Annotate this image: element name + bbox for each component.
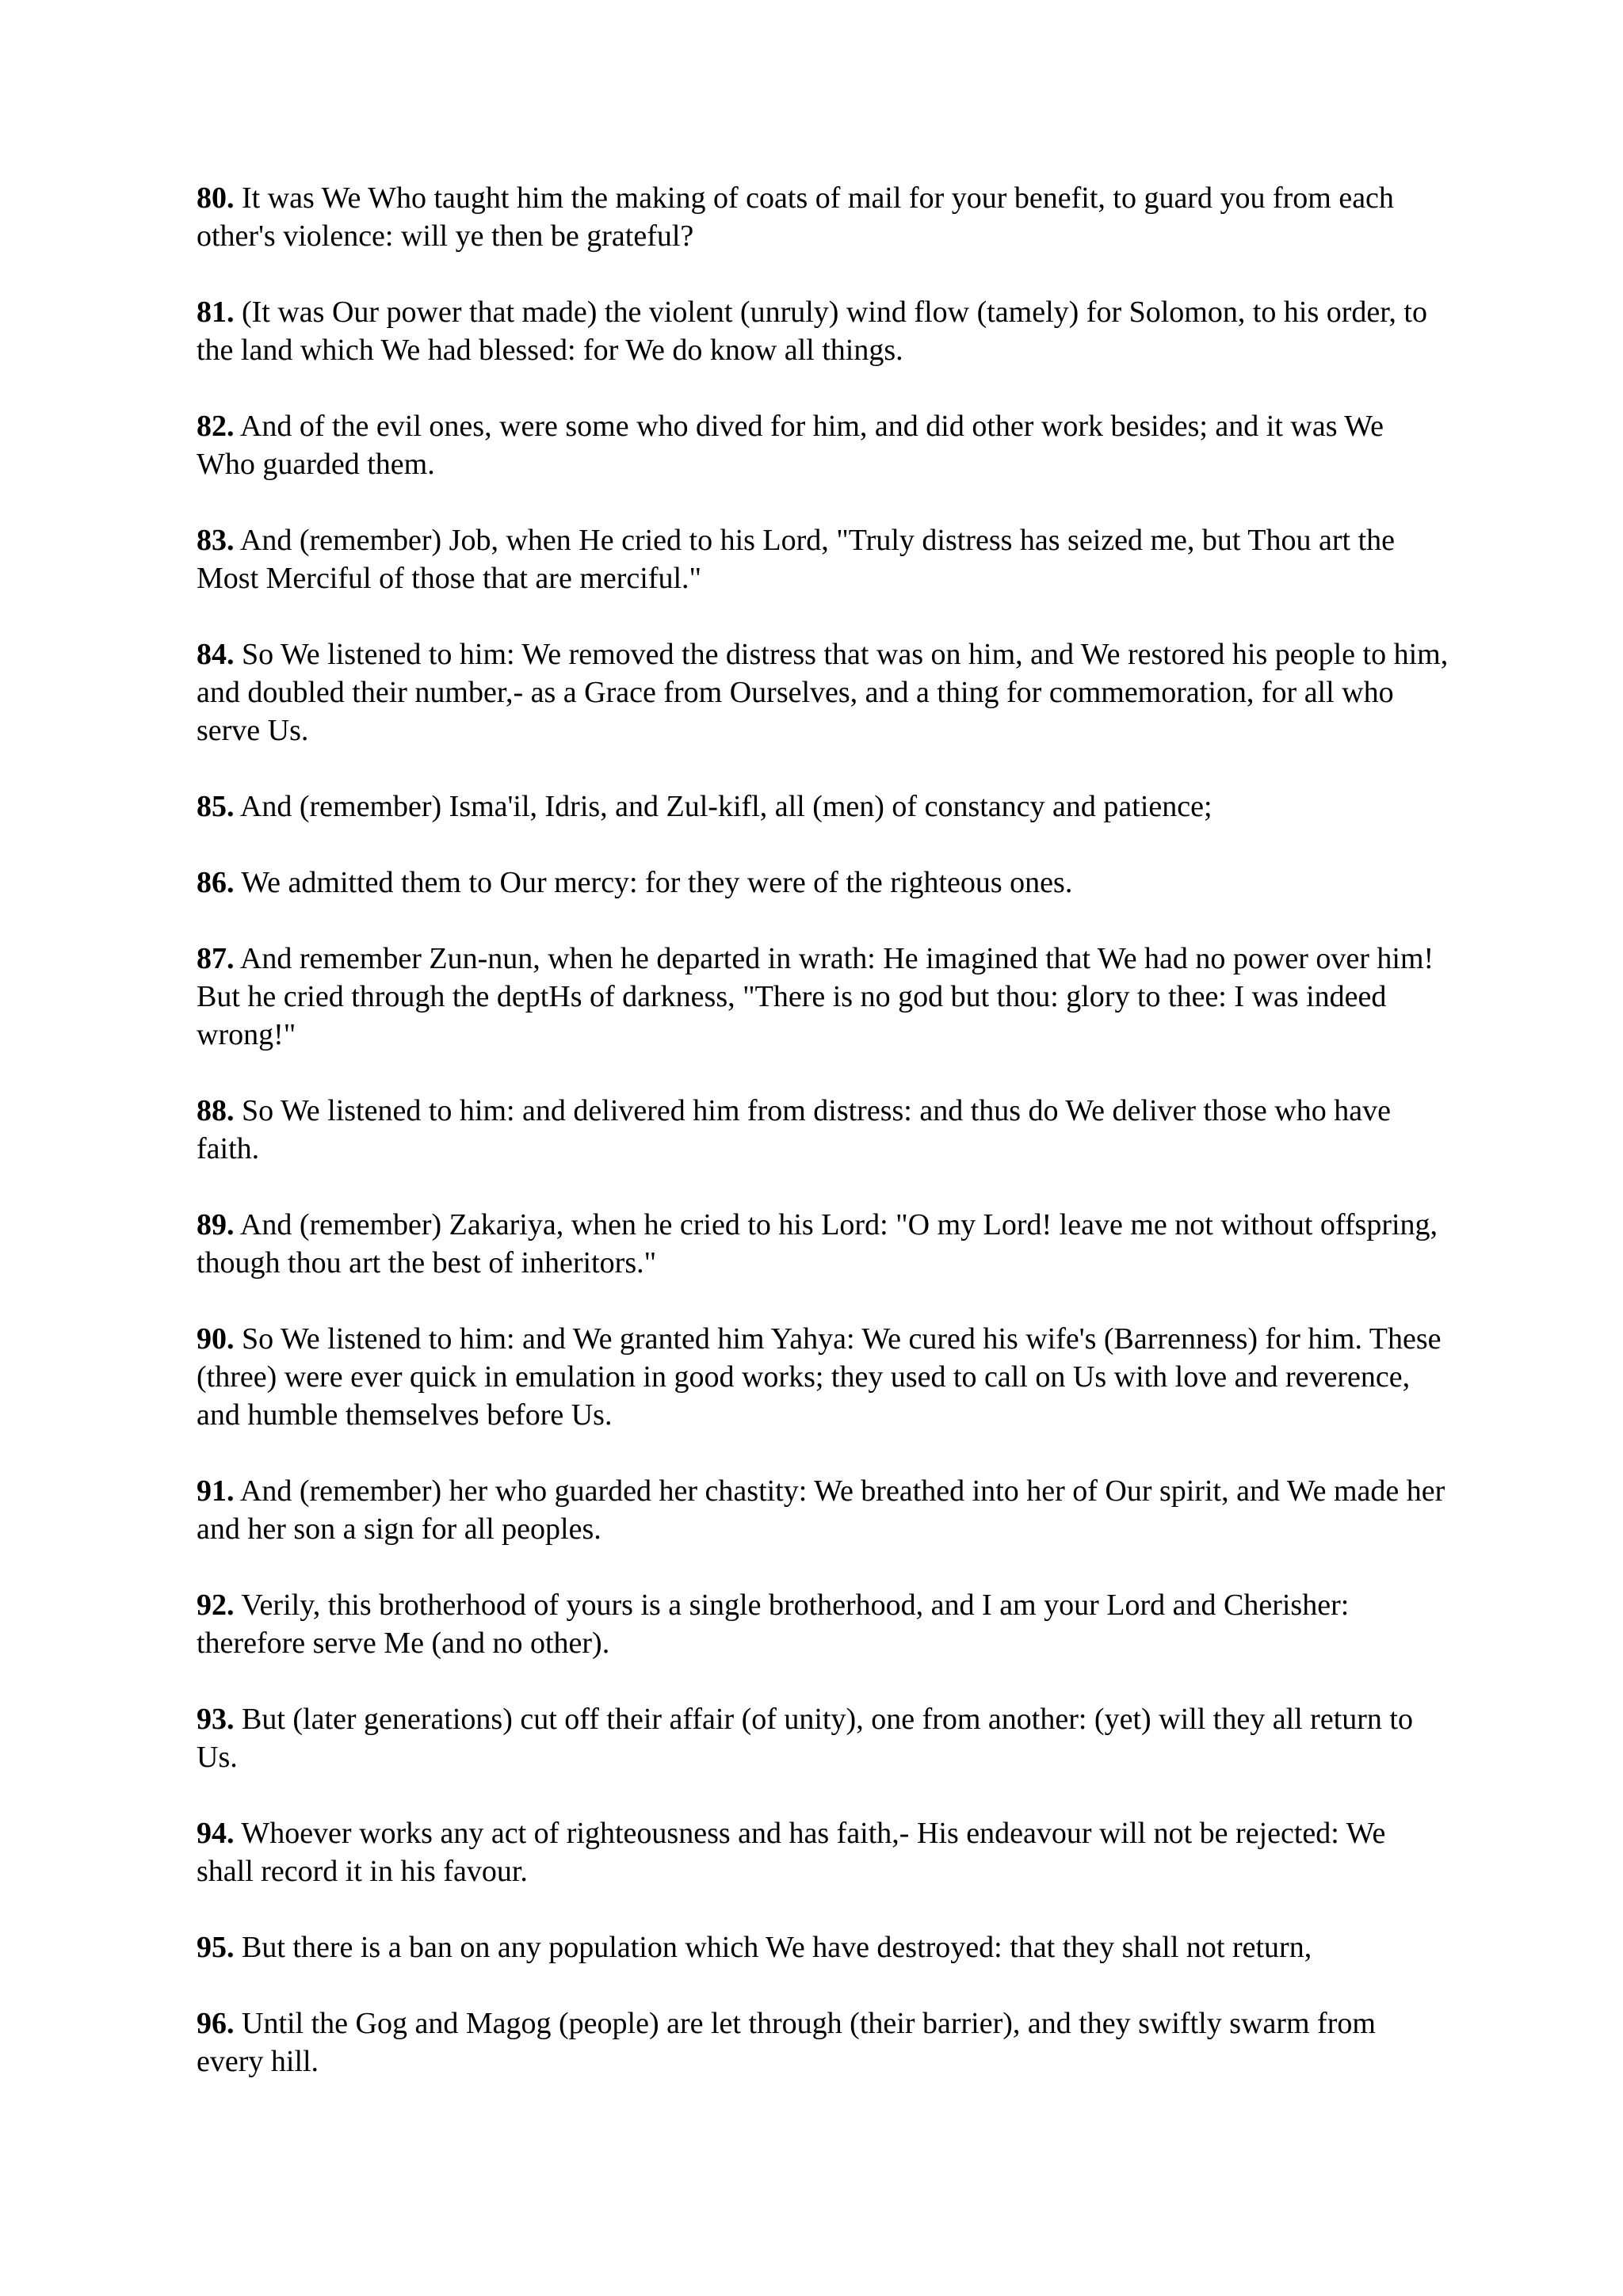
verse-88 (197, 1092, 1449, 1168)
verse-text: So We listened to him: and delivered him from distress: and thus do We deliver those who have faith. (197, 1094, 1391, 1165)
verse-text: We admitted them to Our mercy: for they were of the righteous ones. (241, 866, 1073, 899)
verse-number: 88. (197, 1094, 235, 1127)
verse-number: 84. (197, 638, 235, 671)
verse-text: Whoever works any act of righteousness and has faith,- His endeavour will not be rejected: We shall record it in his favour. (197, 1817, 1386, 1888)
verse-text: And (remember) Isma'il, Idris, and Zul-kifl, all (men) of constancy and patience; (239, 790, 1212, 823)
verse-text: Verily, this brotherhood of yours is a single brotherhood, and I am your Lord and Cherisher: therefore serve Me (and no other). (197, 1589, 1350, 1660)
verse-96 (197, 2004, 1449, 2081)
verse-text: And (remember) her who guarded her chastity: We breathed into her of Our spirit, and We made her and her son a sign for all peoples. (197, 1474, 1445, 1546)
verse-87 (197, 940, 1449, 1054)
verse-number: 86. (197, 866, 235, 899)
verse-number: 95. (197, 1931, 235, 1964)
verse-82 (197, 407, 1449, 483)
verse-93 (197, 1700, 1449, 1776)
verse-text: So We listened to him: We removed the distress that was on him, and We restored his people to him, and doubled their number,- as a Grace from Ourselves, and a thing for commemoration, for all who serve Us. (197, 638, 1449, 747)
verse-text: Until the Gog and Magog (people) are let through (their barrier), and they swiftly swarm from every hill. (197, 2007, 1376, 2078)
verse-number: 87. (197, 942, 235, 975)
verse-text: And (remember) Job, when He cried to his Lord, "Truly distress has seized me, but Thou art the Most Merciful of those that are merciful." (197, 524, 1396, 595)
verse-94 (197, 1814, 1449, 1890)
verse-text: But there is a ban on any population which We have destroyed: that they shall not return, (242, 1931, 1312, 1964)
document-page (197, 179, 1449, 2119)
verse-85 (197, 788, 1449, 826)
verse-number: 94. (197, 1817, 235, 1850)
verse-number: 89. (197, 1208, 235, 1241)
verse-number: 83. (197, 524, 235, 557)
verse-text: And (remember) Zakariya, when he cried to his Lord: "O my Lord! leave me not without offspring, though thou art the best of inheritors." (197, 1208, 1438, 1280)
verse-number: 91. (197, 1474, 235, 1508)
verse-text: It was We Who taught him the making of coats of mail for your benefit, to guard you from each other's violence: will ye then be grateful? (197, 181, 1394, 253)
verse-89 (197, 1206, 1449, 1282)
verse-95 (197, 1928, 1449, 1966)
verse-number: 92. (197, 1589, 235, 1622)
verse-text: So We listened to him: and We granted him Yahya: We cured his wife's (Barrenness) for him. These (three) were ever quick in emulation in good works; they used to call on Us with love and reverence, and humble themselves before Us. (197, 1322, 1442, 1432)
verse-81 (197, 293, 1449, 369)
verse-text: But (later generations) cut off their affair (of unity), one from another: (yet) will they all return to Us. (197, 1703, 1413, 1774)
verse-number: 80. (197, 181, 235, 215)
verse-80 (197, 179, 1449, 255)
verse-text: And of the evil ones, were some who dived for him, and did other work besides; and it was We Who guarded them. (197, 410, 1384, 481)
verse-86 (197, 864, 1449, 902)
verse-number: 81. (197, 296, 235, 329)
verse-84 (197, 635, 1449, 749)
verse-number: 96. (197, 2007, 235, 2040)
verse-number: 85. (197, 790, 235, 823)
verse-number: 90. (197, 1322, 235, 1356)
verse-text: (It was Our power that made) the violent (unruly) wind flow (tamely) for Solomon, to his order, to the land which We had blessed: for We do know all things. (197, 296, 1427, 367)
verse-number: 93. (197, 1703, 235, 1736)
verse-text: And remember Zun-nun, when he departed in wrath: He imagined that We had no power over him! But he cried through the deptHs of darkness, "There is no god but thou: glory to thee: I was indeed wrong!" (197, 942, 1434, 1051)
verse-91 (197, 1472, 1449, 1548)
verse-83 (197, 521, 1449, 597)
verse-92 (197, 1586, 1449, 1662)
verse-90 (197, 1320, 1449, 1434)
verse-number: 82. (197, 410, 235, 443)
